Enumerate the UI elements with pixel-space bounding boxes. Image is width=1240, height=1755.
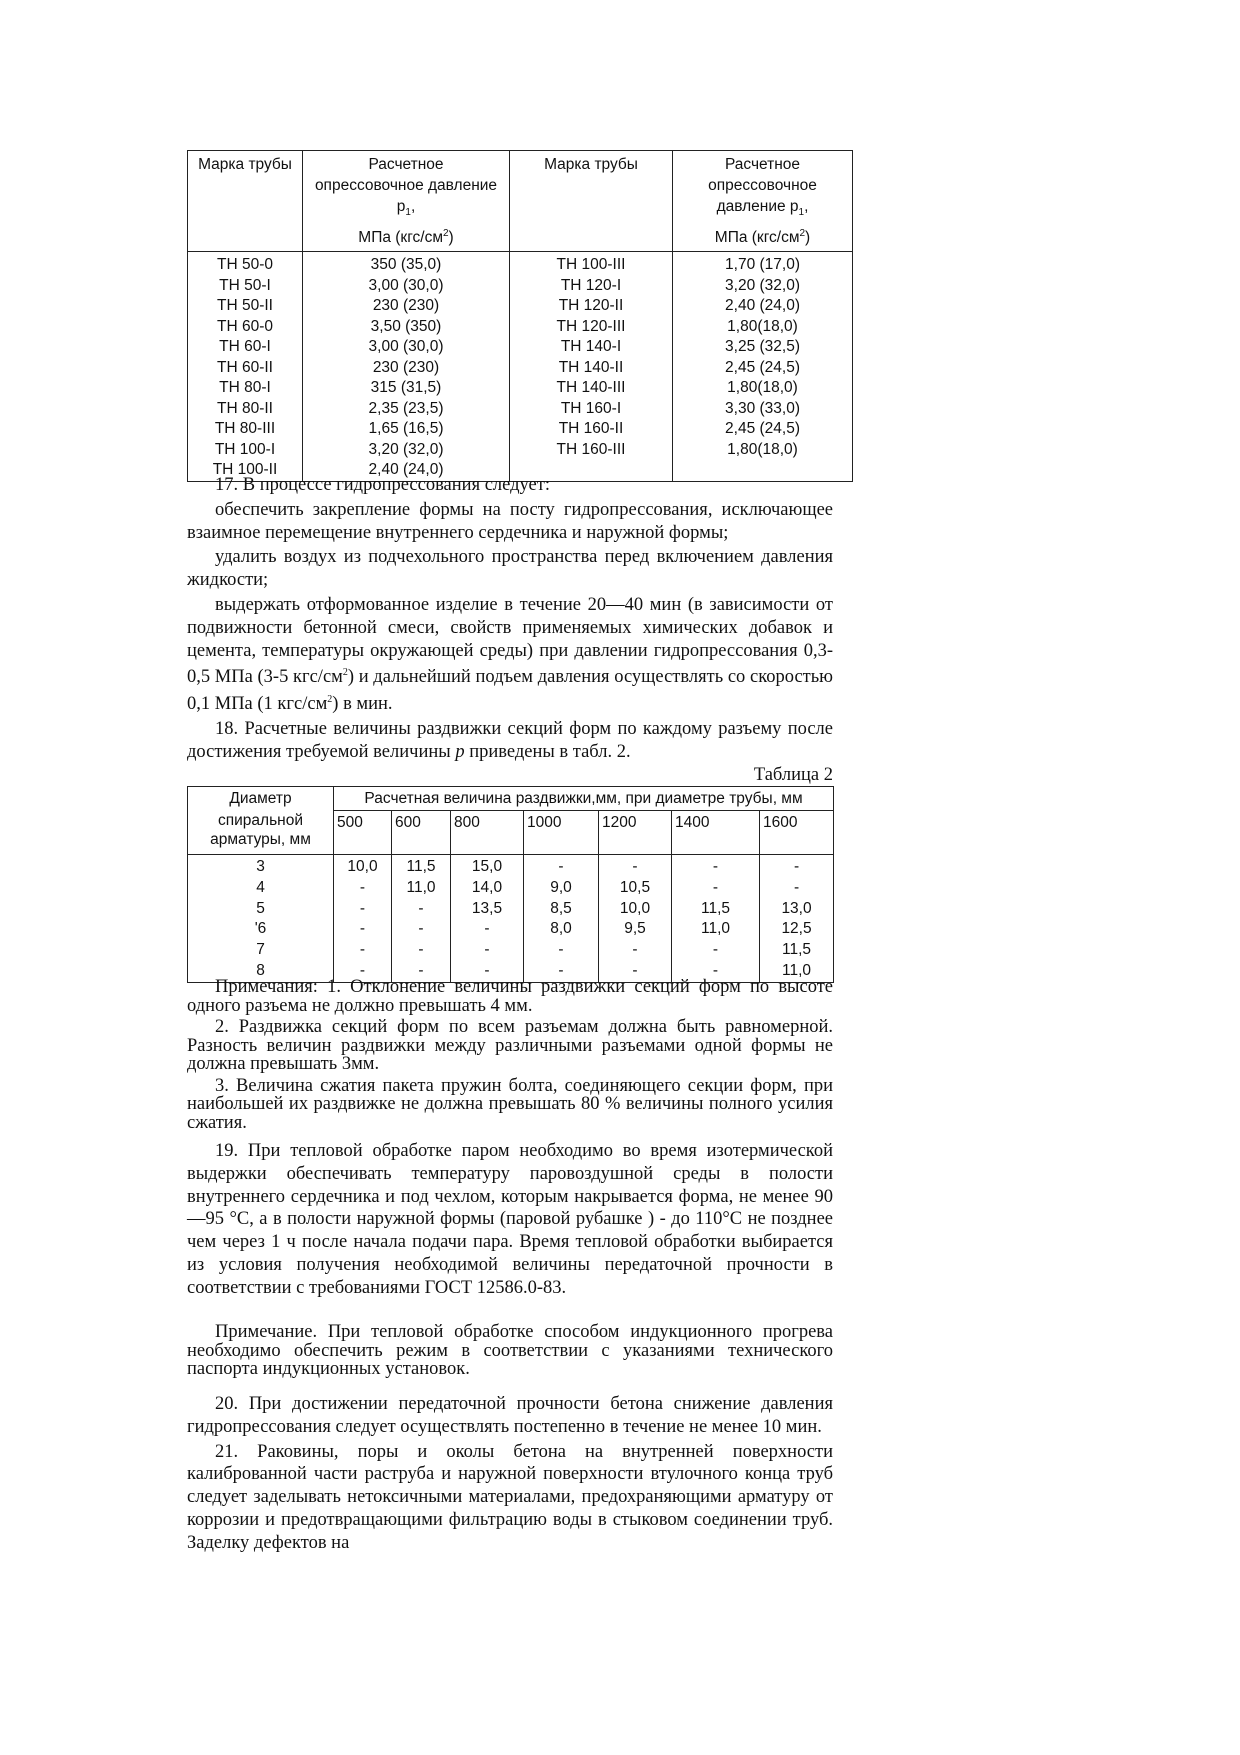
pipe-grade-cell: ТН 160-I [510, 399, 673, 420]
table-row [188, 317, 853, 338]
pressure-cell: 3,50 (350) [303, 317, 510, 338]
pressure-cell: 2,35 (23,5) [303, 399, 510, 420]
spreading-value-cell: - [672, 855, 760, 878]
pipe-grade-cell: ТН 50-0 [188, 252, 303, 276]
pipe-grade-cell: ТН 100-III [510, 252, 673, 276]
table-row [188, 899, 834, 920]
header-line: Расчетное [368, 156, 444, 173]
pressure-cell: 3,30 (33,0) [673, 399, 853, 420]
header-line: МПа $(кгс/см^2)$ [358, 228, 454, 247]
pressure-cell: 2,40 (24,0) [673, 296, 853, 317]
spreading-value-cell: - [672, 961, 760, 982]
pressure-cell: 3,20 (32,0) [673, 276, 853, 297]
pressure-cell: 1,80(18,0) [673, 440, 853, 461]
spreading-value-cell: 11,0 [672, 919, 760, 940]
spreading-value-cell: - [392, 961, 451, 982]
header-pipe-grade-1: Марка трубы [188, 151, 303, 252]
spreading-value-cell: 15,0 [451, 855, 524, 878]
table-row [188, 252, 853, 276]
spreading-value-cell: 14,0 [451, 878, 524, 899]
header-line: МПа $(кгс/см^2)$ [714, 228, 811, 247]
pressure-cell: 230 (230) [303, 296, 510, 317]
section-19-note [187, 1323, 833, 1379]
table-row [188, 940, 834, 961]
paragraph: удалить воздух из подчехольного пространства перед включением давления жидкости; [187, 547, 833, 591]
spreading-value-cell: - [451, 940, 524, 961]
spreading-value-cell: - [599, 961, 672, 982]
section-20 [187, 1393, 833, 1555]
subscript: 1 [798, 207, 805, 219]
spreading-value-cell: - [524, 855, 599, 878]
spreading-value-cell: 11,0 [392, 878, 451, 899]
header-pipe-diameter: 500 [334, 811, 392, 855]
paragraph: выдержать отформованное изделие в течение 20—40 мин (в зависимости от подвижности бетонной смеси, свойств применяемых химических добавок и цемента, температуры окружающей среды) при давлении гидропрессования 0,3-0,5 МПа (3-5 кгс/$см^2$) и дальнейший подъем давления осуществлять со скоростью 0,1 МПа (1 кгс/$см^2$) в мин. [187, 594, 834, 715]
spreading-value-cell: 11,0 [760, 961, 834, 982]
spreading-value-cell: - [392, 940, 451, 961]
pipe-grade-cell: ТН 120-III [510, 317, 673, 338]
spreading-value-cell: 10,0 [599, 899, 672, 920]
table-row [188, 296, 853, 317]
header-spiral-reinforcement [188, 811, 334, 855]
spreading-value-cell: 13,0 [760, 899, 834, 920]
section-17 [187, 474, 833, 764]
pipe-grade-cell: ТН 120-I [510, 276, 673, 297]
section-19 [187, 1140, 833, 1300]
spreading-value-cell: - [334, 919, 392, 940]
header-pressure-1 [303, 151, 510, 252]
pressure-cell: 1,80(18,0) [673, 317, 853, 338]
spreading-value-cell: 11,5 [392, 855, 451, 878]
table-row [188, 419, 853, 440]
spreading-value-cell: 8,0 [524, 919, 599, 940]
spreading-value-cell: 9,5 [599, 919, 672, 940]
spreading-value-cell: 10,0 [334, 855, 392, 878]
spreading-value-cell: - [599, 940, 672, 961]
pressure-cell: 2,45 (24,5) [673, 358, 853, 379]
spreading-value-cell: 8,5 [524, 899, 599, 920]
reinforcement-diameter-cell: '6 [188, 919, 334, 940]
table-row [188, 337, 853, 358]
spreading-table [187, 786, 834, 983]
header-line: опрессовочное [708, 177, 817, 194]
note: Примечание. При тепловой обработке способом индукционного прогрева необходимо обеспечить режим в соответствии с указаниями технического паспорта индукционных установок. [187, 1322, 833, 1379]
spreading-value-cell: - [392, 899, 451, 920]
paragraph: 21. Раковины, поры и околы бетона на внутренней поверхности калиброванной части раструба и наружной поверхности втулочного конца труб следует заделывать нетоксичными материалами, предохраняющими арматуру от коррозии и предотвращающими фильтрацию воды в стыковом соединении труб. Заделку дефектов на [187, 1441, 833, 1553]
pressure-cell: 3,00 (30,0) [303, 337, 510, 358]
spreading-value-cell: 10,5 [599, 878, 672, 899]
spreading-value-cell: - [334, 961, 392, 982]
note: 2. Раздвижка секций форм по всем разъемам должна быть равномерной. Разность величин раздвижки между различными разъемами одной формы не должна превышать 3мм. [187, 1017, 833, 1074]
spreading-value-cell: - [334, 899, 392, 920]
spreading-value-cell: - [451, 919, 524, 940]
spreading-value-cell: - [524, 961, 599, 982]
pipe-grade-cell: ТН 60-0 [188, 317, 303, 338]
header-pressure-2 [673, 151, 853, 252]
pipe-grade-cell: ТН 60-I [188, 337, 303, 358]
table-row [188, 378, 853, 399]
pipe-grade-cell: ТН 160-II [510, 419, 673, 440]
reinforcement-diameter-cell: 8 [188, 961, 334, 982]
header-line: давление $p_1$, [716, 198, 809, 219]
spreading-value-cell: - [760, 878, 834, 899]
spreading-table-header-1 [188, 787, 834, 811]
reinforcement-diameter-cell: 5 [188, 899, 334, 920]
spreading-value-cell: 11,5 [672, 899, 760, 920]
paragraph: 17. В процессе гидропрессования следует: [215, 475, 550, 495]
pressure-table [187, 150, 853, 482]
pipe-grade-cell: ТН 140-I [510, 337, 673, 358]
superscript: 2 [342, 667, 348, 679]
pressure-cell: 2,45 (24,5) [673, 419, 853, 440]
paragraph: 18. Расчетные величины раздвижки секций форм по каждому разъему после достижения требуемой величины р приведены в табл. 2. [187, 719, 833, 763]
pressure-cell: 1,70 (17,0) [673, 252, 853, 276]
superscript: 2 [442, 228, 449, 240]
spreading-value-cell: - [599, 855, 672, 878]
note: 3. Величина сжатия пакета пружин болта, соединяющего секции форм, при наибольшей их раздвижке не должна превышать 80 % величины полного усилия сжатия. [187, 1075, 833, 1133]
reinforcement-diameter-cell: 7 [188, 940, 334, 961]
header-line: арматуры, мм [210, 830, 311, 848]
spreading-value-cell: 13,5 [451, 899, 524, 920]
table-row [188, 440, 853, 461]
pipe-grade-cell: ТН 50-I [188, 276, 303, 297]
pressure-cell: 3,20 (32,0) [303, 440, 510, 461]
pipe-grade-cell: ТН 120-II [510, 296, 673, 317]
pressure-cell: 3,25 (32,5) [673, 337, 853, 358]
pipe-grade-cell: ТН 80-II [188, 399, 303, 420]
reinforcement-diameter-cell: 4 [188, 878, 334, 899]
table-2-caption: Таблица 2 [753, 765, 833, 785]
pressure-cell: 3,00 (30,0) [303, 276, 510, 297]
spreading-value-cell: - [672, 940, 760, 961]
paragraph: 20. При достижении передаточной прочности бетона снижение давления гидропрессования следует осуществлять постепенно в течение не менее 10 мин. [187, 1394, 833, 1437]
pipe-grade-cell: ТН 60-II [188, 358, 303, 379]
pipe-grade-cell: ТН 50-II [188, 296, 303, 317]
pipe-grade-cell: ТН 100-I [188, 440, 303, 461]
pipe-grade-cell: ТН 100-II [188, 460, 303, 481]
header-diameter: Диаметр [188, 787, 334, 811]
pipe-grade-cell: ТН 140-II [510, 358, 673, 379]
table-row [188, 855, 834, 878]
table-row [188, 919, 834, 940]
pipe-grade-cell: ТН 80-III [188, 419, 303, 440]
variable-p: р [455, 742, 465, 763]
table-row [188, 276, 853, 297]
header-pipe-diameter: 1000 [524, 811, 599, 855]
reinforcement-diameter-cell: 3 [188, 855, 334, 878]
header-line: спиральной [217, 811, 303, 829]
header-span: Расчетная величина раздвижки,мм, при диаметре трубы, мм [334, 787, 834, 811]
pressure-cell: 350 (35,0) [303, 252, 510, 276]
pipe-grade-cell: ТН 80-I [188, 378, 303, 399]
table-row [188, 358, 853, 379]
note: Примечания: 1. Отклонение величины раздвижки секций форм по высоте одного разъема не должно превышать 4 мм. [187, 977, 833, 1016]
table-row [188, 399, 853, 420]
header-pipe-grade-2: Марка трубы [510, 151, 673, 252]
pipe-grade-cell: ТН 160-III [510, 440, 673, 461]
header-line: опрессовочное давление [314, 177, 498, 194]
spreading-value-cell: - [334, 878, 392, 899]
spreading-value-cell: - [451, 961, 524, 982]
spreading-value-cell: - [392, 919, 451, 940]
spreading-value-cell: 11,5 [760, 940, 834, 961]
pressure-cell: 1,65 (16,5) [303, 419, 510, 440]
superscript: 2 [327, 694, 333, 706]
pressure-cell: 1,80(18,0) [673, 378, 853, 399]
header-pipe-diameter: 1200 [599, 811, 672, 855]
header-pipe-diameter: 1600 [760, 811, 834, 855]
spreading-table-header-2 [188, 811, 834, 855]
table-row [188, 878, 834, 899]
header-pipe-diameter: 800 [451, 811, 524, 855]
header-line: Расчетное [724, 156, 801, 173]
spreading-value-cell: - [524, 940, 599, 961]
pipe-grade-cell: ТН 140-III [510, 378, 673, 399]
table-2-notes [187, 978, 833, 1132]
spreading-value-cell: - [760, 855, 834, 878]
header-line: $p_1$, [396, 198, 416, 219]
spreading-value-cell: - [672, 878, 760, 899]
paragraph: 19. При тепловой обработке паром необходимо во время изотермической выдержки обеспечивать температуру паровоздушной среды в полости внутреннего сердечника и под чехлом, которым накрывается форма, не менее 90—95 °С, а в полости наружной формы (паровой рубашке ) - до 110°С не позднее чем через 1 ч после начала подачи пара. Время тепловой обработки выбирается из условия получения необходимой величины передаточной прочности в соответствии с требованиями ГОСТ 12586.0-83. [187, 1141, 833, 1298]
pressure-cell: 230 (230) [303, 358, 510, 379]
header-pipe-diameter: 1400 [672, 811, 760, 855]
pressure-table-header [188, 151, 853, 252]
spreading-value-cell: 9,0 [524, 878, 599, 899]
spreading-value-cell: - [334, 940, 392, 961]
pressure-cell: 2,40 (24,0) [303, 460, 510, 481]
subscript: 1 [405, 207, 411, 219]
paragraph: обеспечить закрепление формы на посту гидропрессования, исключающее взаимное перемещение внутреннего сердечника и наружной формы; [187, 499, 833, 543]
pressure-cell: 315 (31,5) [303, 378, 510, 399]
header-pipe-diameter: 600 [392, 811, 451, 855]
superscript: 2 [799, 228, 806, 240]
spreading-value-cell: 12,5 [760, 919, 834, 940]
